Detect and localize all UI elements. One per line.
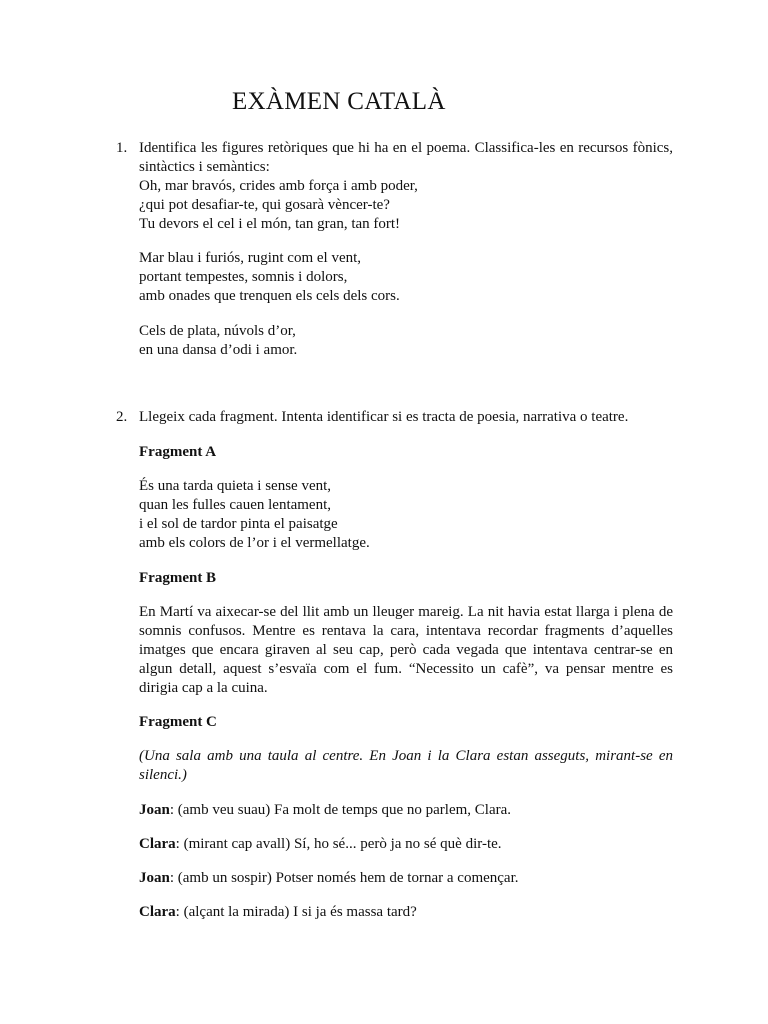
poem-line: amb els colors de l’or i el vermellatge. — [139, 535, 370, 551]
question-1-prompt: Identifica les figures retòriques que hi ha en el poema. Classifica-les en recursos fònics, sintàctics i semàntics: — [139, 140, 673, 175]
dialogue-text: : (amb un sospir) Potser només hem de tornar a començar. — [169, 870, 519, 886]
question-2-number: 2. — [116, 409, 128, 425]
fragment-a-heading: Fragment A — [139, 444, 217, 460]
poem-line: en una dansa d’odi i amor. — [139, 342, 298, 358]
poem-line: És una tarda quieta i sense vent, — [139, 478, 332, 494]
speaker-name: Joan — [139, 870, 170, 886]
poem-line: Tu devors el cel i el món, tan gran, tan fort! — [139, 216, 401, 232]
poem-stanza-1 — [139, 177, 673, 234]
poem-line: Cels de plata, núvols d’or, — [139, 323, 296, 339]
dialogue-line — [139, 801, 673, 820]
poem-stanza-3 — [139, 322, 673, 360]
poem-line: amb onades que trenquen els cels dels cors. — [139, 288, 400, 304]
fragment-b-heading: Fragment B — [139, 570, 217, 586]
poem-line: i el sol de tardor pinta el paisatge — [139, 516, 338, 532]
fragment-a-text — [139, 477, 673, 553]
dialogue-text: : (alçant la mirada) I si ja és massa tard? — [175, 904, 417, 920]
dialogue-line — [139, 835, 673, 854]
dialogue-text: : (amb veu suau) Fa molt de temps que no parlem, Clara. — [169, 802, 512, 818]
question-2-prompt: Llegeix cada fragment. Intenta identificar si es tracta de poesia, narrativa o teatre. — [139, 409, 629, 425]
speaker-name: Clara — [139, 904, 176, 920]
poem-stanza-2 — [139, 249, 673, 306]
poem-line: portant tempestes, somnis i dolors, — [139, 269, 348, 285]
question-1-number: 1. — [116, 140, 128, 156]
poem-line: Mar blau i furiós, rugint com el vent, — [139, 250, 362, 266]
dialogue-line — [139, 869, 673, 888]
fragment-c-heading: Fragment C — [139, 714, 217, 730]
poem-line: ¿qui pot desafiar-te, qui gosarà vèncer-te? — [139, 197, 390, 213]
page-title: EXÀMEN CATALÀ — [232, 88, 446, 115]
poem-line: Oh, mar bravós, crides amb força i amb poder, — [139, 178, 418, 194]
fragment-c-stage-direction: (Una sala amb una taula al centre. En Joan i la Clara estan asseguts, mirant-se en silenci.) — [139, 748, 673, 783]
dialogue-text: : (mirant cap avall) Sí, ho sé... però ja no sé què dir-te. — [175, 836, 502, 852]
dialogue-line — [139, 903, 673, 922]
speaker-name: Joan — [139, 802, 170, 818]
poem-line: quan les fulles cauen lentament, — [139, 497, 332, 513]
fragment-b-text: En Martí va aixecar-se del llit amb un lleuger mareig. La nit havia estat llarga i plena de somnis confusos. Mentre es rentava la cara, intentava recordar fragments d’aquelles imatges que encara giraven al seu cap, però cada vegada que intentava centrar-se en algun detall, aquest s’esvaïa com el fum. “Necessito un cafè”, va pensar mentre es dirigia cap a la cuina. — [139, 604, 673, 696]
speaker-name: Clara — [139, 836, 176, 852]
